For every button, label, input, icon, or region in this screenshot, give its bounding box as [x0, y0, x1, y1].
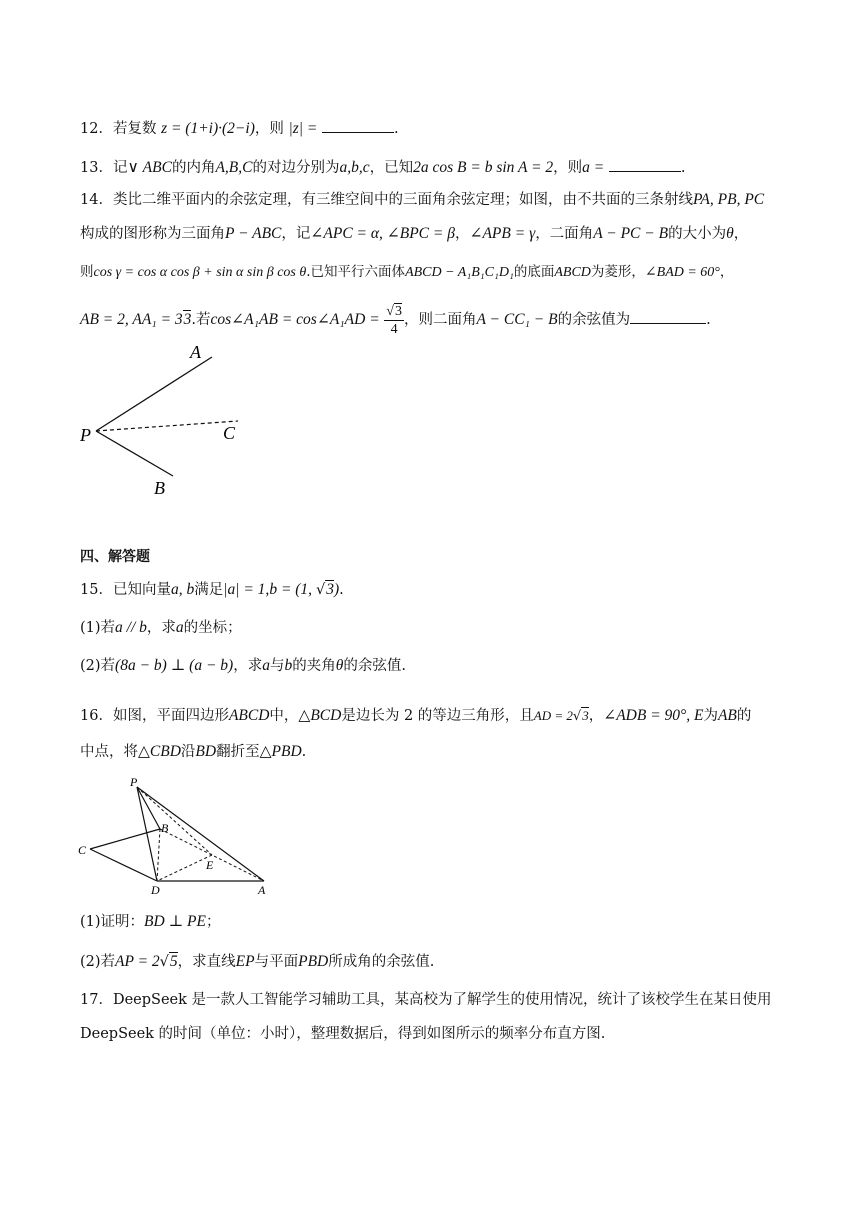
q12-expression: z = (1+i)·(2−i): [161, 120, 255, 137]
question-16-part-2: (2)若AP = 2√5，求直线EP与平面PBD所成角的余弦值.: [80, 953, 435, 970]
edge-cd: [90, 849, 157, 881]
edge-pc: [90, 787, 137, 849]
question-16-part-1: (1)证明：BD ⊥ PE；: [80, 913, 221, 930]
label-b: B: [154, 478, 165, 498]
folded-quadrilateral-figure: [72, 774, 292, 898]
trihedral-angle-figure: [70, 340, 260, 500]
question-16-line-1: 16．如图，平面四边形ABCD中，△BCD是边长为 2 的等边三角形，且AD = 2√3，∠ADB = 90°, E为AB的: [80, 707, 752, 724]
q12-modulus: |z| =: [288, 120, 318, 137]
answer-blank: [322, 118, 394, 133]
label-c: C: [223, 423, 236, 443]
question-15-part-1: (1)若a // b，求a的坐标；: [80, 619, 242, 636]
question-14-line-2: 构成的图形称为三面角P − ABC，记∠APC = α, ∠BPC = β，∠APB = γ，二面角A − PC − B的大小为θ，: [80, 225, 749, 242]
label-b: B: [161, 821, 169, 835]
label-a: A: [258, 883, 266, 897]
question-15-part-2: (2)若(8a − b) ⊥ (a − b)，求a与b的夹角θ的余弦值.: [80, 657, 406, 674]
label-p: P: [130, 775, 138, 789]
ray-pc: [96, 421, 238, 431]
label-a: A: [190, 342, 201, 362]
answer-blank: [630, 309, 706, 324]
answer-blank: [609, 157, 681, 172]
label-d: D: [151, 883, 160, 897]
question-17-line-1: 17．DeepSeek 是一款人工智能学习辅助工具，某高校为了解学生的使用情况，统计了该校学生在某日使用: [80, 992, 772, 1008]
edge-pe: [137, 787, 212, 855]
question-17-line-2: DeepSeek 的时间（单位：小时），整理数据后，得到如图所示的频率分布直方图.: [80, 1026, 606, 1042]
question-15: 15．已知向量a, b满足|a| = 1,b = (1, √3).: [80, 581, 344, 598]
ray-pb: [96, 431, 173, 476]
edge-bd: [157, 829, 160, 881]
question-16-line-2: 中点，将△CBD沿BD翻折至△PBD.: [80, 743, 307, 760]
edge-ed: [157, 855, 212, 881]
label-e: E: [206, 858, 214, 872]
question-12: 12．若复数 z = (1+i)·(2−i)，则 |z| = .: [80, 120, 399, 137]
section-heading: 四、解答题: [80, 549, 150, 565]
edge-pd: [137, 787, 157, 881]
ray-pa: [96, 357, 212, 431]
fraction-sqrt3-over-4: $\frac{√3}{4}$: [386, 303, 402, 337]
question-14-line-1: 14．类比二维平面内的余弦定理，有三维空间中的三面角余弦定理；如图，由不共面的三条射线PA, PB, PC: [80, 191, 765, 208]
edge-pb: [137, 787, 160, 829]
question-13: 13．记∨ ABC的内角A,B,C的对边分别为a,b,c，已知2a cos B = b sin A = 2，则a = .: [80, 159, 686, 176]
label-p: P: [80, 425, 91, 445]
edge-pa: [137, 787, 264, 881]
label-c: C: [78, 843, 87, 857]
question-14-line-3: 则cos γ = cos α cos β + sin α sin β cos θ.已知平行六面体ABCD − A₁B₁C₁D₁的底面ABCD为菱形，∠BAD = 60°，: [80, 264, 734, 280]
question-14-line-4: AB = 2, AA₁ = 33.若cos∠A₁AB = cos∠A₁AD = $\frac{√3}{4}$ ，则二面角A − CC₁ − B的余弦值为 .: [80, 303, 711, 337]
